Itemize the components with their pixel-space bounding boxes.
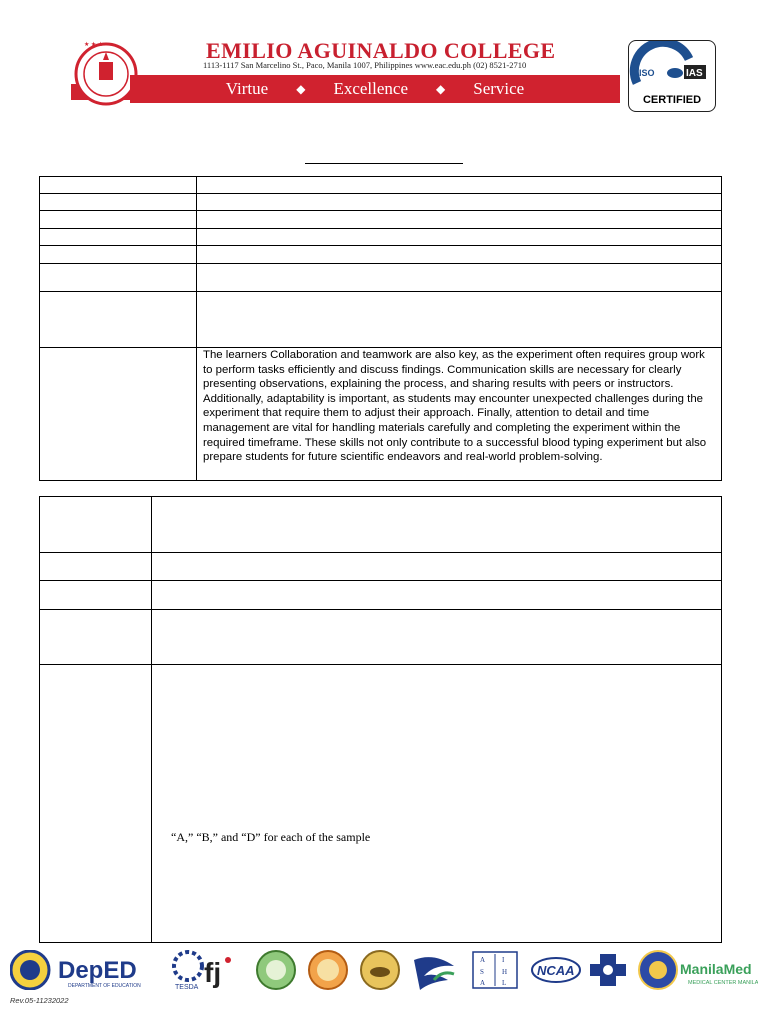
college-name: EMILIO AGUINALDO COLLEGE: [206, 38, 556, 63]
svg-text:I: I: [502, 956, 505, 964]
label-cell: [40, 665, 152, 943]
sample-note: “A,” “B,” and “D” for each of the sample: [171, 830, 371, 844]
table-row: [40, 610, 722, 665]
deped-logo: [58, 957, 141, 989]
svg-text:fj: fj: [204, 957, 222, 988]
value-cell: [197, 292, 722, 348]
certified-label: CERTIFIED: [642, 94, 702, 106]
ashl-logo: [473, 952, 517, 988]
svg-text:ManilaMed: ManilaMed: [680, 961, 752, 977]
table-row: [40, 665, 722, 943]
svg-text:S: S: [480, 968, 484, 976]
table-row: [40, 497, 722, 553]
svg-text:ISO: ISO: [639, 68, 655, 78]
orange-seal-logo: [309, 951, 347, 989]
value-cell: [152, 497, 722, 553]
motto-service: Service: [473, 79, 525, 98]
skills-description: The learners Collaboration and teamwork are also key, as the experiment often requires group work to perform tasks efficiently and discuss findings. Communication skills are necessary for clearly presenting observations, explaining the process, and sharing results with peers or instructors. Additionally, adaptability is important, as students may encounter unexpected challenges during the experiment that require them to adjust their approach. Finally, attention to detail and time management are vital for handling materials carefully and completing the experiment within the required timeframe. These skills not only contribute to a successful blood typing experiment but also prepare students for future scientific endeavors and real-world problem-solving.: [197, 348, 722, 481]
value-cell: [152, 581, 722, 610]
value-cell: [197, 246, 722, 264]
table-row: [40, 581, 722, 610]
letterhead: [0, 0, 768, 130]
svg-text:DepED: DepED: [58, 957, 137, 984]
label-cell: [40, 610, 152, 665]
label-cell: [40, 211, 197, 229]
label-cell: [40, 194, 197, 211]
svg-text:A: A: [480, 979, 486, 987]
blue-seal-logo: [639, 951, 677, 989]
svg-text:MEDICAL CENTER MANILA: MEDICAL CENTER MANILA: [688, 980, 758, 986]
value-cell: [197, 194, 722, 211]
value-cell: [197, 177, 722, 194]
tesda-logo: [174, 952, 202, 990]
info-table: [39, 176, 722, 481]
table-row: [40, 292, 722, 348]
value-cell: [197, 229, 722, 246]
label-cell: [40, 581, 152, 610]
value-cell: [152, 610, 722, 665]
table-row: [40, 229, 722, 246]
title-underline: [305, 163, 463, 164]
value-cell: [152, 553, 722, 581]
seal-logo: [11, 951, 49, 989]
iso-certified-badge: [628, 40, 716, 112]
diamond-icon: ◆: [296, 81, 306, 96]
label-cell: [40, 229, 197, 246]
table-row: [40, 194, 722, 211]
college-address: 1113-1117 San Marcelino St., Paco, Manila 1007, Philippines www.eac.edu.ph (02) 8521-2710: [203, 60, 527, 70]
revision-code: Rev.05-11232022: [10, 996, 69, 1005]
label-cell: [40, 177, 197, 194]
table-row: [40, 348, 722, 481]
label-cell: [40, 292, 197, 348]
procedure-table: [39, 496, 722, 943]
svg-text:DEPARTMENT OF EDUCATION: DEPARTMENT OF EDUCATION: [68, 983, 141, 989]
table-row: [40, 177, 722, 194]
svg-text:TESDA: TESDA: [175, 984, 199, 990]
fj-logo: [204, 957, 231, 988]
svg-text:IAS: IAS: [686, 68, 703, 79]
motto-band: [130, 75, 620, 103]
label-cell: [40, 264, 197, 292]
gold-seal-logo: [361, 951, 399, 989]
table-row: [40, 211, 722, 229]
value-cell: [197, 264, 722, 292]
table-row: [40, 264, 722, 292]
svg-text:L: L: [502, 979, 507, 987]
svg-text:H: H: [502, 968, 508, 976]
table-row: [40, 246, 722, 264]
svg-text:A: A: [480, 956, 486, 964]
value-cell: [152, 665, 722, 943]
table-row: [40, 553, 722, 581]
iso-ias-logo: [629, 41, 715, 91]
cross-logo: [590, 954, 626, 986]
wave-logo: [414, 957, 454, 990]
motto-excellence: Excellence: [333, 79, 408, 98]
label-cell: [40, 348, 197, 481]
label-cell: [40, 553, 152, 581]
ncaa-logo: [532, 958, 580, 982]
diamond-icon: ◆: [436, 81, 446, 96]
svg-text:NCAA: NCAA: [537, 963, 575, 978]
label-cell: [40, 246, 197, 264]
manilamed-logo: [680, 961, 758, 986]
green-seal-logo: [257, 951, 295, 989]
value-cell: [197, 211, 722, 229]
accreditation-logos: [10, 950, 758, 990]
motto-virtue: Virtue: [225, 79, 269, 98]
svg-text:★ ★ ★: ★ ★ ★: [84, 42, 104, 48]
label-cell: [40, 497, 152, 553]
